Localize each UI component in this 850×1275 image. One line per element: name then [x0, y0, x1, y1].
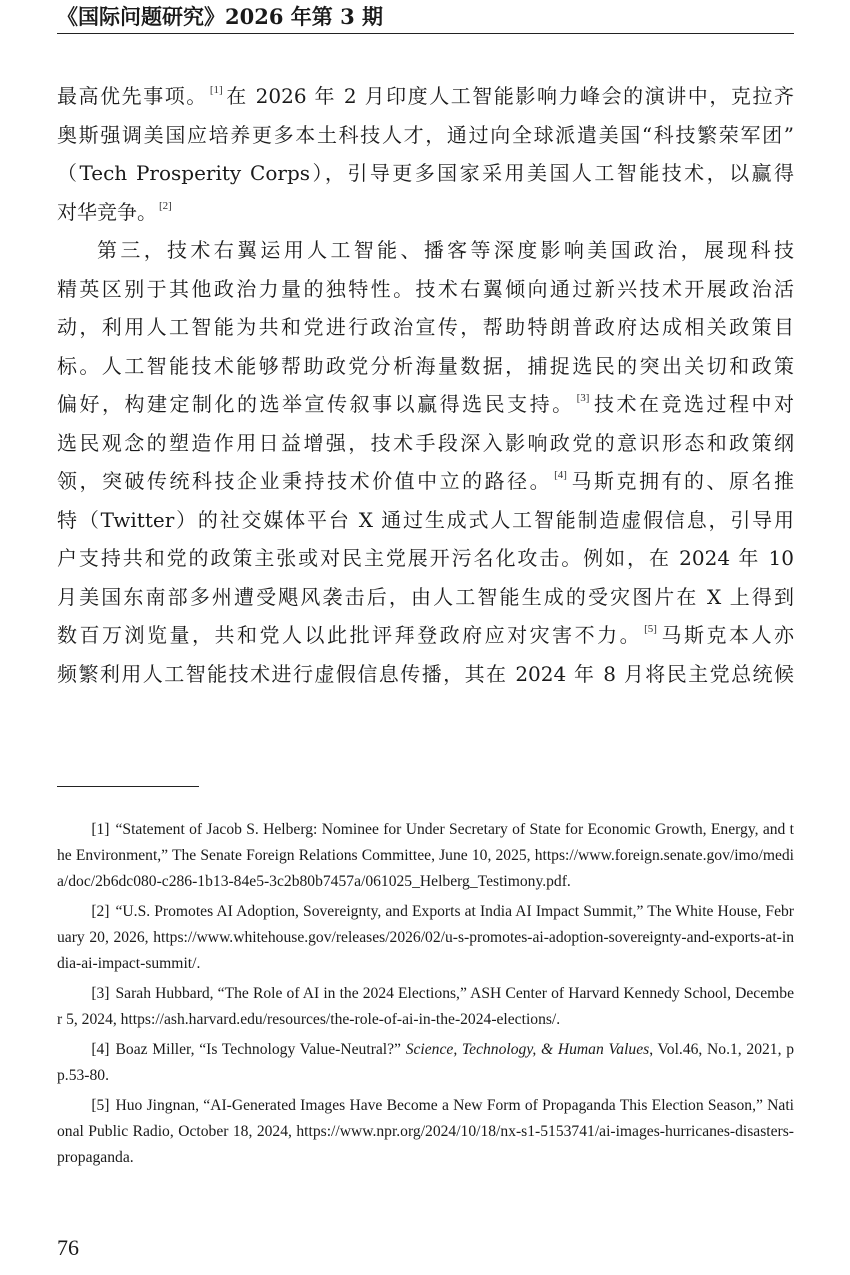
footnote-number: [5] [91, 1097, 110, 1114]
paragraph-2 [57, 231, 794, 693]
text-line: 户支持共和党的政策主张或对民主党展开污名化攻击。例如，在 2024 年 10 [57, 546, 794, 570]
footnote-text: Huo Jingnan, “AI-Generated Images Have Become a New Form of Propaganda This Election Season,” National Public Radio, October 18, 2024, https://www.npr.org/2024/10/18/nx-s1-5153741/ai-images-hurricanes-disasters-propaganda. [57, 1097, 794, 1166]
text-line: 标。人工智能技术能够帮助政党分析海量数据，捕捉选民的突出关切和政策 [57, 353, 794, 378]
footnote-3 [57, 981, 794, 1033]
page-number: 76 [57, 1235, 79, 1260]
footnote-1 [57, 817, 794, 895]
footnote-text: “U.S. Promotes AI Adoption, Sovereignty, and Exports at India AI Impact Summit,” The White House, February 20, 2026, https://www.whitehouse.gov/releases/2026/02/u-s-promotes-ai-adoption-sovereignty-and-exports-at-india-ai-impact-summit/. [57, 903, 794, 972]
footnote-5 [57, 1093, 794, 1171]
text-line: 领，突破传统科技企业秉持技术价值中立的路径。 [4] 马斯克拥有的、原名推 [57, 469, 795, 493]
footnote-text: Boaz Miller, “Is Technology Value-Neutral?” [115, 1041, 406, 1058]
footnote-number: [1] [91, 821, 110, 838]
text-line: 精英区别于其他政治力量的独特性。技术右翼倾向通过新兴技术开展政治活 [57, 276, 794, 301]
text-line: 奥斯强调美国应培养更多本土科技人才，通过向全球派遣美国“科技繁荣军团” [57, 122, 794, 147]
footnote-number: [2] [91, 903, 110, 920]
footnotes [57, 817, 794, 1175]
footnote-ref-2[interactable]: [2] [159, 199, 172, 212]
footnote-4 [57, 1037, 794, 1089]
text-line: 对华竞争。 [2] [57, 199, 172, 224]
text-line: 第三，技术右翼运用人工智能、播客等深度影响美国政治，展现科技 [97, 238, 794, 262]
text-line: 选民观念的塑造作用日益增强，技术手段深入影响政党的意识形态和政策纲 [57, 430, 794, 455]
text-line: （Tech Prosperity Corps），引导更多国家采用美国人工智能技术，以赢得 [57, 161, 794, 185]
footnote-text: Sarah Hubbard, “The Role of AI in the 2024 Elections,” ASH Center of Harvard Kennedy School, December 5, 2024, https://ash.harvard.edu/resources/the-role-of-ai-in-the-2024-elections/. [57, 985, 794, 1028]
footnote-number: [3] [91, 985, 110, 1002]
footnote-separator [57, 786, 199, 787]
footnote-ref-3[interactable]: [3] [576, 392, 590, 404]
text-line: 数百万浏览量，共和党人以此批评拜登政府应对灾害不力。 [5] 马斯克本人亦 [57, 623, 795, 647]
footnote-text: “Statement of Jacob S. Helberg: Nominee for Under Secretary of State for Economic Growth, Energy, and the Environment,” The Senate Foreign Relations Committee, June 10, 2025, https://www.foreign.senate.gov/imo/media/doc/2b6dc080-c286-1b13-84e5-3c2b80b7457a/061025_Helberg_Testimony.pdf. [57, 821, 794, 890]
footnote-ref-4[interactable]: [4] [554, 469, 567, 481]
text-line: 动，利用人工智能为共和党进行政治宣传，帮助特朗普政府达成相关政策目 [57, 315, 794, 339]
text-line: 最高优先事项。 [1] 在 2026 年 2 月印度人工智能影响力峰会的演讲中，克拉齐 [57, 84, 794, 108]
body-text [57, 77, 794, 693]
footnote-ref-1[interactable]: [1] [209, 84, 223, 96]
text-line: 频繁利用人工智能技术进行虚假信息传播，其在 2024 年 8 月将民主党总统候 [57, 661, 794, 686]
footnote-2 [57, 899, 794, 977]
journal-title: Science, Technology, & Human Values [405, 1041, 650, 1058]
footnote-ref-5[interactable]: [5] [644, 623, 657, 635]
text-line: 偏好，构建定制化的选举宣传叙事以赢得选民支持。 [3] 技术在竞选过程中对 [57, 392, 795, 416]
running-header: 《国际问题研究》2026 年第 3 期 [57, 2, 794, 34]
footnote-number: [4] [91, 1041, 110, 1058]
text-line: 月美国东南部多州遭受飓风袭击后，由人工智能生成的受灾图片在 X 上得到 [57, 584, 794, 609]
footnote-text: , Vol.46, No.1, 2021, pp.53-80. [57, 1041, 795, 1084]
text-line: 特（Twitter）的社交媒体平台 X 通过生成式人工智能制造虚假信息，引导用 [57, 507, 794, 532]
paragraph-1 [57, 77, 794, 231]
